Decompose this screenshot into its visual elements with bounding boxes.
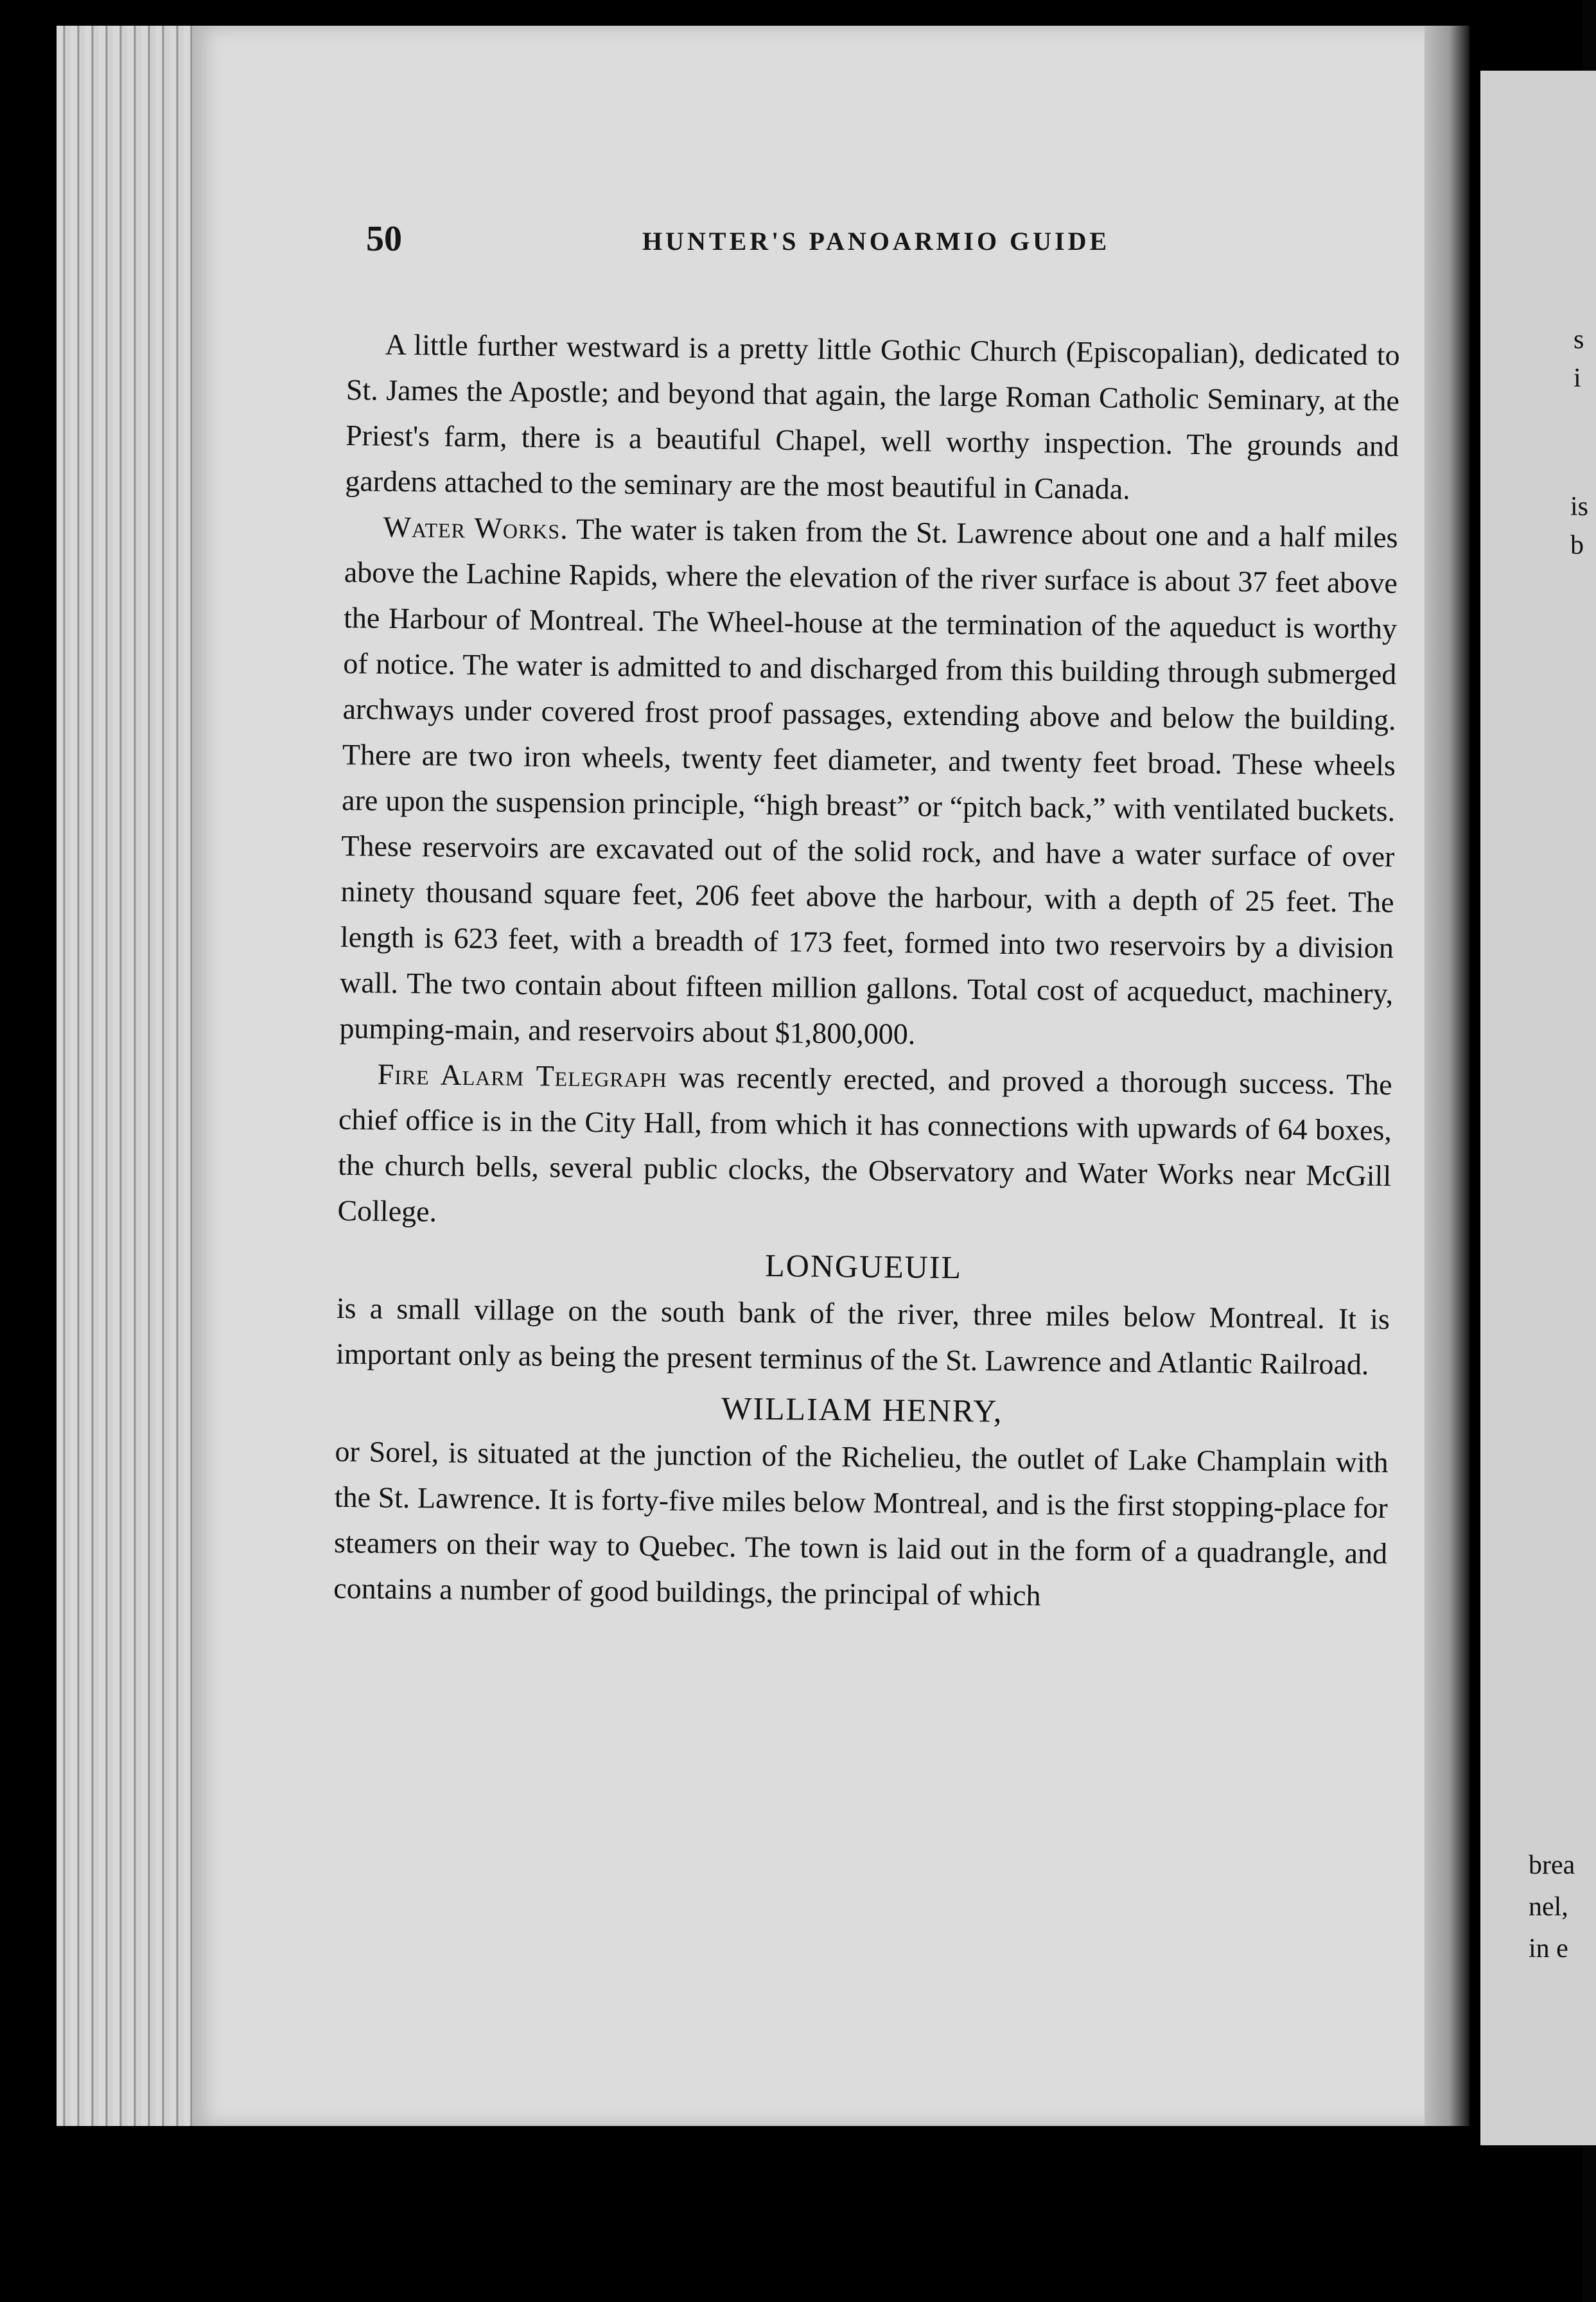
water-works-text: The water is taken from the St. Lawrence about one and a half miles above the Lachine Rapids, where the elevation of the river surface is about 37 feet above the Harbour of Montreal. The Wheel-house at the termination of the aqueduct is worthy of notice. The water is admitted to and discharged from this building through submerged archways under covered frost proof passages, extending above and below the building. There are two iron wheels, twenty feet diameter, and twenty feet broad. These wheels are upon the suspension principle, “high breast” or “pitch back,” with ventilated buckets. These reservoirs are excavated out of the solid rock, and have a water surface of over ninety thousand square feet, 206 feet above the harbour, with a depth of 25 feet. The length is 623 feet, with a breadth of 173 feet, formed into two reservoirs by a division wall. The two contain about fifteen million gallons. Total cost of acqueduct, machinery, pumping-main, and reservoirs about $1,800,000. (339, 512, 1398, 1051)
facing-page-fragment: i (1574, 364, 1581, 393)
water-works-heading: Water Works. (383, 510, 569, 545)
facing-page-fragment: b (1570, 531, 1584, 560)
page-number: 50 (366, 219, 402, 259)
section-title-william-henry: WILLIAM HENRY, (721, 1390, 1003, 1429)
facing-page (1480, 71, 1596, 2145)
section-title-longueuil: LONGUEUIL (764, 1247, 963, 1286)
fire-alarm-text: was recently erected, and proved a thorough success. The chief office is in the City Hall, from which it has connections with upwards of 64 boxes, the church bells, several public clocks, the Observatory and Water Works near McGill College. (337, 1060, 1392, 1228)
paragraph-william-henry: or Sorel, is situated at the junction of the Richelieu, the outlet of Lake Champlain with the St. Lawrence. It is forty-five miles below Montreal, and is the first stopping-place for steamers on their way to Quebec. The town is laid out in the form of a quadrangle, and contains a number of good buildings, the principal of which (333, 1434, 1389, 1612)
facing-page-fragment: in e (1529, 1934, 1568, 1964)
page-header (366, 218, 1419, 270)
page-edges (57, 26, 211, 2126)
facing-page-fragment: is (1570, 492, 1589, 522)
paragraph-fire-alarm (337, 1051, 1392, 1244)
running-head: HUNTER'S PANOARMIO GUIDE (642, 227, 1110, 256)
facing-page-fragment: brea (1529, 1850, 1575, 1880)
fire-alarm-heading: Fire Alarm Telegraph (377, 1057, 668, 1094)
paragraph-longueuil: is a small village on the south bank of the river, three miles below Montreal. It is important only as being the present terminus of the St. Lawrence and Atlantic Railroad. (335, 1291, 1390, 1381)
paragraph-gothic-church: A little further westward is a pretty little Gothic Church (Episcopalian), dedicated to St. James the Apostle; and beyond that again, the large Roman Catholic Seminary, at the Priest's farm, there is a beautiful Chapel, well worthy inspection. The grounds and gardens attached to the seminary are the most beautiful in Canada. (345, 328, 1400, 505)
facing-page-fragment: nel, (1529, 1892, 1568, 1922)
facing-page-fragment: s (1574, 325, 1584, 355)
paragraph-water-works (339, 504, 1398, 1062)
page-gutter-shadow (1425, 26, 1469, 2126)
page-body (333, 321, 1400, 1622)
